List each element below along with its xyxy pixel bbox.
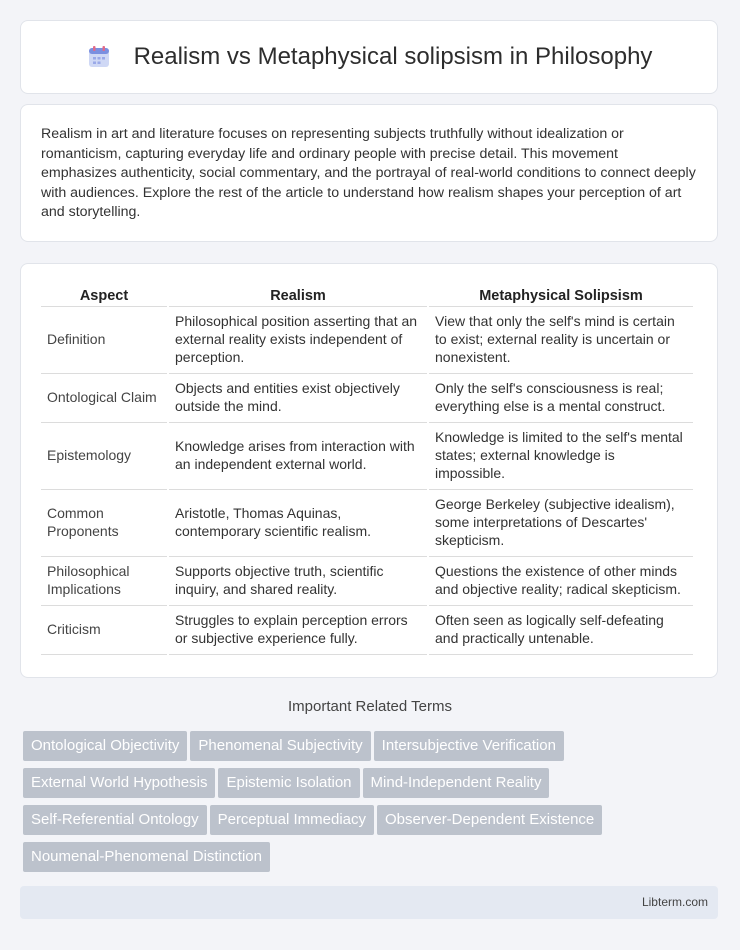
cell-realism: Knowledge arises from interaction with an independent external world. — [169, 423, 427, 490]
cell-solipsism: Knowledge is limited to the self's mental states; external knowledge is impossible. — [429, 423, 693, 490]
footer-site-link[interactable]: Libterm.com — [641, 895, 708, 909]
table-row — [41, 374, 693, 423]
cell-realism: Supports objective truth, scientific inquiry, and shared reality. — [169, 557, 427, 606]
comparison-table-card — [20, 263, 718, 678]
cell-realism: Aristotle, Thomas Aquinas, contemporary scientific realism. — [169, 490, 427, 557]
related-term-tag[interactable]: Intersubjective Verification — [374, 731, 564, 761]
cell-realism: Philosophical position asserting that an external reality exists independent of perception. — [169, 307, 427, 374]
intro-card — [20, 104, 718, 242]
footer — [20, 886, 718, 919]
cell-solipsism: View that only the self's mind is certain to exist; external reality is uncertain or nonexistent. — [429, 307, 693, 374]
table-header-row — [41, 284, 693, 307]
table-row — [41, 307, 693, 374]
cell-solipsism: Questions the existence of other minds and objective reality; radical skepticism. — [429, 557, 693, 606]
related-term-tag[interactable]: Epistemic Isolation — [218, 768, 359, 798]
cell-aspect: Definition — [41, 307, 167, 374]
cell-realism: Objects and entities exist objectively outside the mind. — [169, 374, 427, 423]
intro-text: Realism in art and literature focuses on representing subjects truthfully without idealization or romanticism, capturing everyday life and ordinary people with precise detail. This movement emphasizes authenticity, social commentary, and the portrayal of real-world conditions to connect deeply with audiences. Explore the rest of the article to understand how realism shapes your perception of art and storytelling. — [41, 126, 696, 221]
cell-solipsism: George Berkeley (subjective idealism), some interpretations of Descartes' skepticism. — [429, 490, 693, 557]
related-term-tag[interactable]: Ontological Objectivity — [23, 731, 187, 761]
related-term-tag[interactable]: Noumenal-Phenomenal Distinction — [23, 842, 270, 872]
cell-solipsism: Only the self's consciousness is real; everything else is a mental construct. — [429, 374, 693, 423]
page-title: Realism vs Metaphysical solipsism in Philosophy — [133, 43, 653, 70]
calendar-icon — [86, 44, 112, 70]
related-term-tag[interactable]: Observer-Dependent Existence — [377, 805, 602, 835]
table-row — [41, 423, 693, 490]
header-solipsism: Metaphysical Solipsism — [429, 284, 693, 307]
related-term-tag[interactable]: Phenomenal Subjectivity — [190, 731, 370, 761]
cell-aspect: Common Proponents — [41, 490, 167, 557]
cell-aspect: Epistemology — [41, 423, 167, 490]
cell-realism: Struggles to explain perception errors or subjective experience fully. — [169, 606, 427, 655]
header-card — [20, 20, 718, 94]
comparison-table — [39, 284, 695, 655]
cell-aspect: Philosophical Implications — [41, 557, 167, 606]
cell-solipsism: Often seen as logically self-defeating and practically untenable. — [429, 606, 693, 655]
cell-aspect: Ontological Claim — [41, 374, 167, 423]
related-term-tag[interactable]: External World Hypothesis — [23, 768, 215, 798]
related-term-tag[interactable]: Self-Referential Ontology — [23, 805, 207, 835]
table-row — [41, 557, 693, 606]
header-aspect: Aspect — [41, 284, 167, 307]
related-term-tag[interactable]: Mind-Independent Reality — [363, 768, 550, 798]
header-realism: Realism — [169, 284, 427, 307]
table-row — [41, 490, 693, 557]
cell-aspect: Criticism — [41, 606, 167, 655]
related-terms-list — [23, 731, 723, 879]
related-terms-title: Important Related Terms — [288, 698, 452, 715]
related-term-tag[interactable]: Perceptual Immediacy — [210, 805, 374, 835]
table-row — [41, 606, 693, 655]
